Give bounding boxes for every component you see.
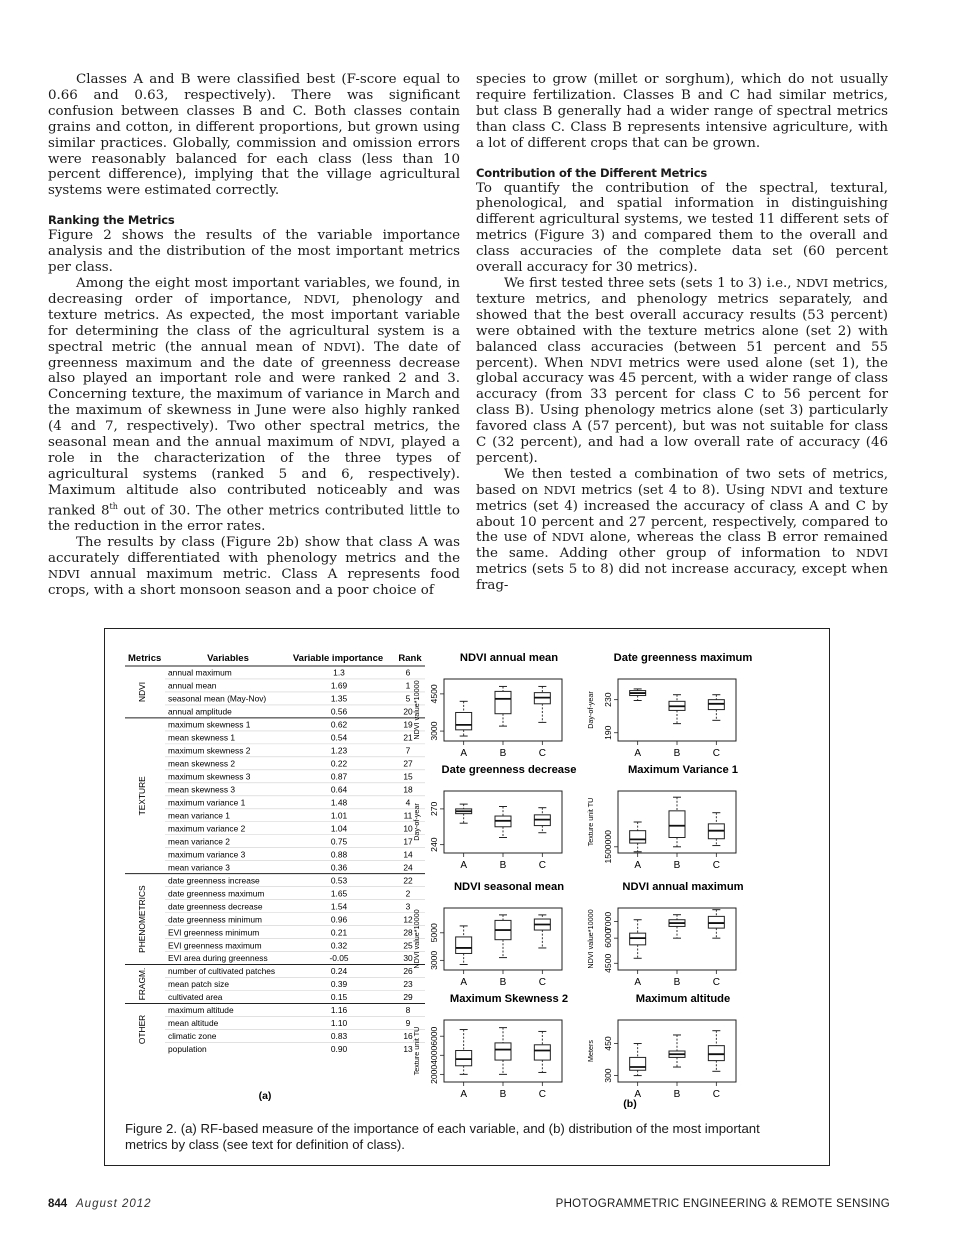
table-importance-value: 0.56 <box>330 706 348 717</box>
text-run: and texture metrics (set 4) increased the accuracy of class A and C by about 10 percent and 27 percent, respectively, compared to the use of <box>476 482 889 546</box>
y-tick-label: 450 <box>603 1036 613 1051</box>
text-run: We first tested three sets (sets 1 to 3) i.e., <box>504 275 797 291</box>
y-tick-label: 2000 <box>429 1064 439 1084</box>
table-variable-name: population <box>168 1044 207 1055</box>
table-importance-value: 0.87 <box>330 771 348 782</box>
paragraph: Figure 2 shows the results of the variable importance analysis and the distribution of the most important metrics per class. <box>48 228 460 276</box>
x-tick-label: C <box>712 977 720 988</box>
y-tick-label: 3000 <box>429 721 439 741</box>
table-variable-name: maximum altitude <box>168 1005 234 1016</box>
boxplot-title: Date greenness maximum <box>613 652 753 664</box>
x-tick-label: C <box>712 860 720 871</box>
table-variable-name: cultivated area <box>168 992 223 1003</box>
text-run: th <box>109 501 118 511</box>
table-rank-value: 23 <box>403 979 413 990</box>
table-variable-name: date greenness increase <box>168 875 260 886</box>
y-axis-label: Day-of-year <box>586 691 595 729</box>
table-group-label: PHENOMETRICS <box>137 885 147 953</box>
y-tick-label: 4500 <box>429 684 439 704</box>
y-tick-label: 3000 <box>429 950 439 970</box>
table-rank-value: 6 <box>405 667 411 678</box>
text-run: NDVI <box>303 291 336 306</box>
table-importance-value: 0.24 <box>330 966 348 977</box>
panel-b-label: (b) <box>623 1098 637 1110</box>
table-importance-value: 1.35 <box>330 693 348 704</box>
table-importance-value: 0.64 <box>330 784 348 795</box>
y-tick-label: 190 <box>603 725 613 740</box>
y-tick-label: 230 <box>603 692 613 707</box>
x-tick-label: A <box>460 748 468 759</box>
table-variable-name: EVI greenness maximum <box>168 940 262 951</box>
paragraph <box>476 467 888 594</box>
x-tick-label: C <box>538 1089 546 1100</box>
table-importance-value: 1.48 <box>330 797 348 808</box>
table-importance-value: 1.54 <box>330 901 348 912</box>
y-tick-label: 1500000 <box>603 830 613 864</box>
y-axis-label: NDVI value*10000 <box>586 909 595 969</box>
table-importance-value: 0.15 <box>330 992 348 1003</box>
table-variable-name: date greenness maximum <box>168 888 265 899</box>
issue-date: August 2012 <box>76 1198 152 1210</box>
table-variable-name: annual mean <box>168 680 217 691</box>
x-tick-label: C <box>538 860 546 871</box>
text-run: metrics, texture metrics, and phenology metrics separately, and showed that the best overall accuracy results (53 percent) were obtained with the texture metrics alone (set 2) with balanced class accuracies (between 51 percent and 55 percent). When <box>476 275 889 371</box>
paragraph <box>476 276 888 467</box>
figure-canvas <box>105 629 831 1167</box>
table-importance-value: 1.69 <box>330 680 348 691</box>
y-axis-label: Day-of-year <box>412 803 421 841</box>
boxplot-box <box>495 1043 511 1060</box>
table-variable-name: mean patch size <box>168 979 229 990</box>
table-variable-name: annual amplitude <box>168 706 232 717</box>
table-group-label: FRAGM. <box>137 967 147 1001</box>
x-tick-label: B <box>673 860 681 871</box>
paragraph: species to grow (millet or sorghum), which do not usually require fertilization. Classes B and C had similar metrics, but class B generally had a wider range of spectral metrics than class C. Class B represents intensive agriculture, with a lot of different crops that can be grown. <box>476 72 888 151</box>
x-tick-label: B <box>673 748 681 759</box>
table-rank-value: 8 <box>405 1005 411 1016</box>
x-tick-label: B <box>673 977 681 988</box>
table-rank-value: 5 <box>405 693 411 704</box>
table-importance-value: 0.54 <box>330 732 348 743</box>
x-tick-label: A <box>634 860 642 871</box>
table-variable-name: mean altitude <box>168 1018 219 1029</box>
x-tick-label: B <box>673 1089 681 1100</box>
paragraph: To quantify the contribution of the spectral, textural, phenological, and spatial information in distinguishing different agricultural systems, we tested 11 different sets of metrics (Figure 3) and compared them to the overall and class accuracies of the complete data set (60 percent overall accuracy for 30 metrics). <box>476 180 888 276</box>
table-importance-value: 1.04 <box>330 823 348 834</box>
left-column <box>48 72 460 599</box>
y-tick-label: 5000 <box>429 923 439 943</box>
panel-a-label: (a) <box>258 1090 272 1102</box>
right-column <box>476 72 888 594</box>
table-variable-name: maximum skewness 1 <box>168 719 251 730</box>
y-axis-label: NDVI value*10000 <box>412 680 421 740</box>
y-tick-label: 6000 <box>429 1026 439 1046</box>
table-variable-name: date greenness decrease <box>168 901 263 912</box>
page-number: 844 <box>48 1198 68 1210</box>
table-rank-value: 24 <box>403 862 413 873</box>
table-rank-value: 10 <box>403 823 413 834</box>
y-tick-label: 300 <box>603 1068 613 1083</box>
y-tick-label: 240 <box>429 837 439 852</box>
boxplot-title: NDVI annual maximum <box>622 881 744 893</box>
paragraph <box>48 535 460 599</box>
text-run: NDVI <box>770 482 803 497</box>
x-tick-label: A <box>460 1089 468 1100</box>
table-importance-value: 0.96 <box>330 914 348 925</box>
y-tick-label: 6000 <box>603 928 613 948</box>
table-rank-value: 3 <box>405 901 411 912</box>
table-importance-value: 0.75 <box>330 836 348 847</box>
table-rank-value: 9 <box>405 1018 411 1029</box>
y-axis-label: NDVI value*10000 <box>412 909 421 969</box>
boxplot-box <box>630 831 646 843</box>
boxplot-box <box>630 1057 646 1070</box>
table-importance-value: 1.23 <box>330 745 348 756</box>
x-tick-label: B <box>499 1089 507 1100</box>
table-rank-value: 15 <box>403 771 413 782</box>
x-tick-label: A <box>460 977 468 988</box>
x-tick-label: B <box>499 860 507 871</box>
text-run: out of 30. The other metrics contributed little to the reduction in the error rates. <box>48 503 460 535</box>
table-importance-value: 0.90 <box>330 1044 348 1055</box>
x-tick-label: B <box>499 977 507 988</box>
y-axis-label: Texture unit TU <box>412 1026 421 1076</box>
table-importance-value: 1.10 <box>330 1018 348 1029</box>
x-tick-label: C <box>538 977 546 988</box>
table-importance-value: 0.39 <box>330 979 348 990</box>
table-rank-value: 1 <box>405 680 411 691</box>
boxplot-title: Maximum Skewness 2 <box>449 993 569 1005</box>
boxplot-box <box>456 712 472 729</box>
table-importance-value: 0.88 <box>330 849 348 860</box>
table-importance-value: 0.22 <box>330 758 348 769</box>
table-importance-value: 1.65 <box>330 888 348 899</box>
table-header-importance: Variable importance <box>292 653 384 664</box>
table-variable-name: EVI greenness minimum <box>168 927 260 938</box>
table-rank-value: 14 <box>403 849 413 860</box>
table-variable-name: mean variance 3 <box>168 862 230 873</box>
table-rank-value: 25 <box>403 940 413 951</box>
text-run: NDVI <box>358 435 391 450</box>
y-tick-label: 4500 <box>603 953 613 973</box>
table-rank-value: 11 <box>403 810 413 821</box>
y-tick-label: 4000 <box>429 1045 439 1065</box>
table-rank-value: 18 <box>403 784 413 795</box>
text-run: NDVI <box>796 275 829 290</box>
text-run: Among the eight most important variables, we found, in decreasing order of importance, <box>48 275 460 307</box>
y-axis-label: Texture unit TU <box>586 797 595 847</box>
table-variable-name: maximum variance 3 <box>168 849 246 860</box>
x-tick-label: A <box>460 860 468 871</box>
y-tick-label: 270 <box>429 801 439 817</box>
text-run: metrics (sets 5 to 8) did not increase accuracy, except when frag- <box>476 562 888 594</box>
table-rank-value: 19 <box>403 719 413 730</box>
table-rank-value: 20 <box>403 706 413 717</box>
page-footer <box>48 1198 890 1216</box>
table-rank-value: 30 <box>403 953 413 964</box>
text-run: We then tested a combination of two sets of metrics, based on <box>476 466 888 498</box>
x-tick-label: A <box>634 748 642 759</box>
text-run: NDVI <box>323 339 356 354</box>
x-tick-label: A <box>634 1089 642 1100</box>
figure-caption: Figure 2. (a) RF-based measure of the importance of each variable, and (b) distribution of the most important metrics by class (see text for definition of class). <box>125 1121 760 1152</box>
table-rank-value: 21 <box>403 732 413 743</box>
table-rank-value: 27 <box>403 758 413 769</box>
boxplot-title: NDVI annual mean <box>459 652 559 664</box>
table-importance-value: 0.32 <box>330 940 348 951</box>
y-axis-label: Meters <box>586 1040 595 1062</box>
table-variable-name: seasonal mean (May-Nov) <box>168 693 267 704</box>
table-variable-name: mean skewness 3 <box>168 784 236 795</box>
section-heading: Ranking the Metrics <box>48 213 175 228</box>
table-variable-name: maximum variance 1 <box>168 797 246 808</box>
text-run: NDVI <box>551 530 584 545</box>
x-tick-label: C <box>712 748 720 759</box>
table-variable-name: maximum skewness 2 <box>168 745 251 756</box>
table-importance-value: -0.05 <box>329 953 349 964</box>
text-run: NDVI <box>856 546 888 561</box>
table-variable-name: number of cultivated patches <box>168 966 276 977</box>
table-variable-name: date greenness minimum <box>168 914 263 925</box>
figure-2 <box>104 628 830 1166</box>
table-variable-name: mean skewness 2 <box>168 758 236 769</box>
table-variable-name: mean variance 2 <box>168 836 230 847</box>
x-tick-label: C <box>538 748 546 759</box>
y-tick-label: 7000 <box>603 911 613 931</box>
table-variable-name: mean skewness 1 <box>168 732 236 743</box>
boxplot-box <box>456 1051 472 1066</box>
table-importance-value: 1.16 <box>330 1005 348 1016</box>
table-rank-value: 26 <box>403 966 413 977</box>
text-run: NDVI <box>543 482 576 497</box>
table-importance-value: 0.83 <box>330 1031 348 1042</box>
table-variable-name: climatic zone <box>168 1031 217 1042</box>
table-header-rank: Rank <box>398 653 422 664</box>
table-importance-value: 1.01 <box>330 810 348 821</box>
table-variable-name: maximum variance 2 <box>168 823 246 834</box>
text-run: ). The date of greenness maximum and the date of greenness decrease also played an important role and were ranked 2 and 3. Concerning texture, the maximum of variance in March and the maximum of skewness in June were also highly ranked (4 and 7, respectively). Two other spectral metrics, the seasonal mean and the annual maximum of <box>48 339 460 451</box>
table-rank-value: 7 <box>405 745 411 756</box>
table-importance-value: 0.21 <box>330 927 348 938</box>
text-run: metrics (set 4 to 8). Using <box>575 482 771 498</box>
table-rank-value: 28 <box>403 927 413 938</box>
text-run: metrics were used alone (set 1), the global accuracy was 45 percent, with a wider range of class accuracy (from 33 percent for class C to 56 percent for class B). Using phenology metrics alone (set 3) particularly favored class A (57 percent), but was not suitable for class C (32 percent), and had a low overall rate of accuracy (46 percent). <box>476 355 888 466</box>
table-rank-value: 2 <box>405 888 411 899</box>
x-tick-label: B <box>499 748 507 759</box>
table-variable-name: EVI area during greenness <box>168 953 268 964</box>
boxplot-title: NDVI seasonal mean <box>453 881 565 893</box>
table-importance-value: 0.62 <box>330 719 348 730</box>
table-variable-name: annual maximum <box>168 667 232 678</box>
text-run: The results by class (Figure 2b) show that class A was accurately differentiated with phenology metrics and the <box>48 534 460 566</box>
table-rank-value: 13 <box>403 1044 413 1055</box>
table-variable-name: maximum skewness 3 <box>168 771 251 782</box>
boxplot-box <box>708 1046 724 1061</box>
paragraph <box>48 276 460 535</box>
text-run: annual maximum metric. Class A represents food crops, with a short monsoon season and a poor choice of <box>48 566 460 598</box>
table-rank-value: 29 <box>403 992 413 1003</box>
section-heading: Contribution of the Different Metrics <box>476 165 708 180</box>
text-run: alone, whereas the class B error remained the same. Adding other group of information to <box>476 530 889 562</box>
x-tick-label: A <box>634 977 642 988</box>
table-importance-value: 1.3 <box>333 667 345 678</box>
x-tick-label: C <box>712 1089 720 1100</box>
text-run: NDVI <box>590 355 623 370</box>
text-run: , played a role in the characterization of the three types of agricultural systems (ranked 5 and 6, respectively). Maximum altitude also contributed noticeably and was ranked 8 <box>48 435 460 519</box>
table-group-label: OTHER <box>137 1014 147 1045</box>
boxplot-title: Maximum Variance 1 <box>627 764 739 776</box>
table-header-variables: Variables <box>207 653 249 664</box>
table-header-metrics: Metrics <box>128 653 162 664</box>
boxplot-title: Maximum altitude <box>635 993 731 1005</box>
text-run: , phenology and texture metrics. As expected, the most important variable for determining the class of the agricultural system is a spectral metric (the annual mean of <box>48 291 460 355</box>
table-rank-value: 16 <box>403 1031 413 1042</box>
boxplot-box <box>495 691 511 713</box>
table-rank-value: 12 <box>403 914 413 925</box>
table-rank-value: 17 <box>403 836 413 847</box>
table-rank-value: 22 <box>403 875 413 886</box>
boxplot-title: Date greenness decrease <box>441 764 577 776</box>
boxplot-box <box>534 1045 550 1060</box>
table-group-label: NDVI <box>137 681 147 702</box>
table-importance-value: 0.53 <box>330 875 348 886</box>
boxplot-box <box>456 937 472 954</box>
table-importance-value: 0.36 <box>330 862 348 873</box>
text-run: NDVI <box>48 566 80 581</box>
journal-name: PHOTOGRAMMETRIC ENGINEERING & REMOTE SENSING <box>555 1198 890 1210</box>
table-variable-name: mean variance 1 <box>168 810 230 821</box>
boxplot-box <box>669 811 685 838</box>
paragraph: Classes A and B were classified best (F-score equal to 0.66 and 0.63, respectively). There was significant confusion between classes B and C. Both classes contain grains and cotton, in different proportions, but grown using similar practices. Globally, commission and omission errors were reasonably balanced for each class (less than 10 percent difference), implying that the village agricultural systems were estimated correctly. <box>48 72 460 199</box>
table-rank-value: 4 <box>405 797 411 808</box>
table-group-label: TEXTURE <box>137 776 147 816</box>
